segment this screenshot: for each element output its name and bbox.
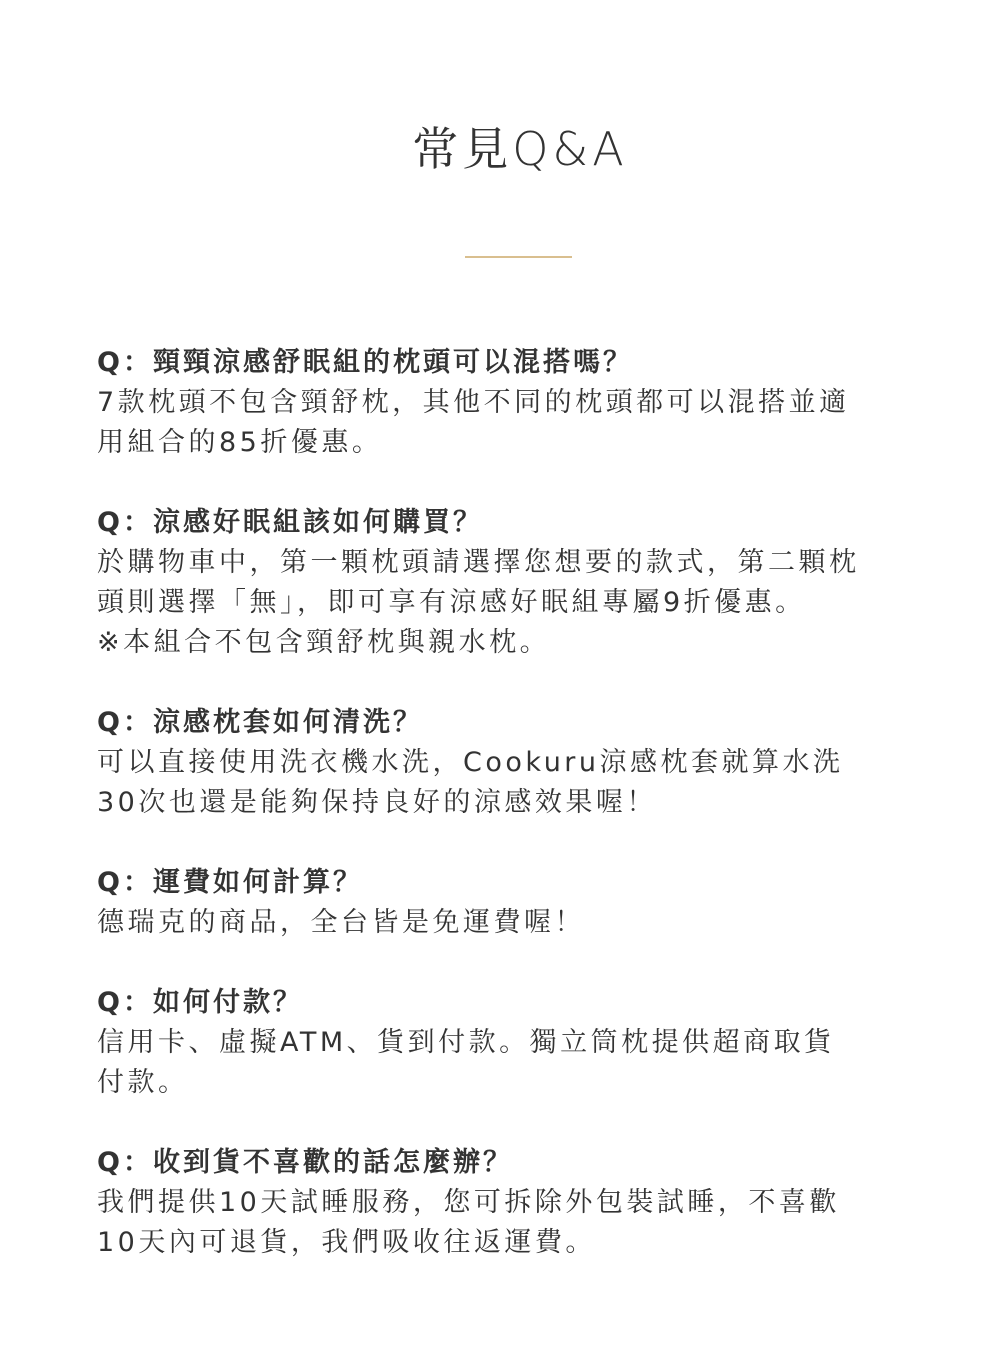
faq-question: Q：如何付款？ (97, 987, 303, 1018)
faq-item-payment (97, 983, 912, 1103)
faq-question: Q：涼感枕套如何清洗？ (97, 707, 423, 738)
faq-answer-line: 10天內可退貨，我們吸收往返運費。 (97, 1227, 596, 1258)
faq-answer-line: 頭則選擇「無」，即可享有涼感好眠組專屬9折優惠。 (97, 587, 806, 618)
faq-answer-line: 於購物車中，第一顆枕頭請選擇您想要的款式，第二顆枕 (97, 547, 860, 578)
faq-item-shipping (97, 863, 912, 943)
faq-answer-line: 德瑞克的商品，全台皆是免運費喔！ (97, 907, 585, 938)
faq-answer-line: 我們提供10天試睡服務，您可拆除外包裝試睡，不喜歡 (97, 1187, 840, 1218)
faq-item-how-to-buy (97, 503, 912, 663)
faq-answer-line: 可以直接使用洗衣機水洗，Cookuru涼感枕套就算水洗 (97, 747, 844, 778)
faq-item-washing (97, 703, 912, 823)
faq-item-returns (97, 1143, 912, 1263)
faq-list (97, 343, 912, 1303)
title-divider (465, 256, 572, 258)
page-title: 常見Q&A (412, 122, 628, 176)
faq-answer-line: 付款。 (97, 1067, 189, 1098)
faq-answer-line: 用組合的85折優惠。 (97, 427, 383, 458)
faq-question: Q：頸頸涼感舒眠組的枕頭可以混搭嗎？ (97, 347, 633, 378)
faq-answer-line: 30次也還是能夠保持良好的涼感效果喔！ (97, 787, 657, 818)
faq-question: Q：運費如何計算？ (97, 867, 363, 898)
faq-question: Q：涼感好眠組該如何購買？ (97, 507, 483, 538)
faq-answer-line: 7款枕頭不包含頸舒枕，其他不同的枕頭都可以混搭並適 (97, 387, 850, 418)
faq-question: Q：收到貨不喜歡的話怎麼辦？ (97, 1147, 513, 1178)
faq-answer-line: 信用卡、虛擬ATM、貨到付款。獨立筒枕提供超商取貨 (97, 1027, 835, 1058)
faq-item-mix-and-match (97, 343, 912, 463)
faq-answer-line: ※本組合不包含頸舒枕與親水枕。 (97, 627, 551, 658)
